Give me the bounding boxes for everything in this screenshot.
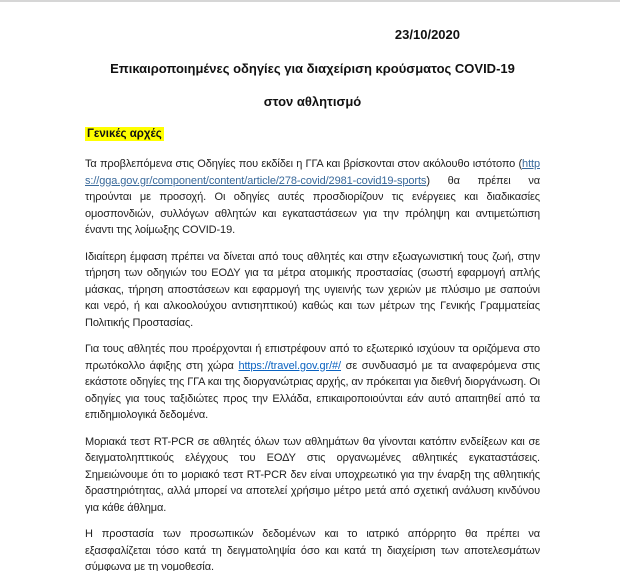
document-title-line1: Επικαιροποιημένες οδηγίες για διαχείριση κρούσματος COVID-19 (110, 61, 515, 76)
paragraph-rt-pcr-tests: Μοριακά τεστ RT-PCR σε αθλητές όλων των αθλημάτων θα γίνονται κατόπιν ενδείξεων και σε δειγματοληπτικούς ελέγχους του ΕΟΔΥ στις οργανωμένες αθλητικές εγκαταστάσεις. Σημειώνουμε ότι το μοριακό τεστ RT-PCR δεν είναι υποχρεωτικό για την έναρξη της αθλητικής δραστηριότητας, αλλά μπορεί να αποτελεί χρήσιμο μέτρο μετά από σχετική ανάλυση κινδύνου για κάθε άθλημα. (85, 435, 540, 514)
paragraph-personal-protection: Ιδιαίτερη έμφαση πρέπει να δίνεται από τους αθλητές και στην εξωαγωνιστική τους ζωή, στην τήρηση των οδηγιών του ΕΟΔΥ για τα μέτρα ατομικής προστασίας (σωστή εφαρμογή απλής μάσκας, τήρηση αποστάσεων και εφαρμογή της υγιεινής των χεριών με πλύσιμο με σαπούνι και νερό, ή και αλκοολούχου αντισηπτικού) καθώς και των μέτρων της Γενικής Γραμματείας Πολιτικής Προστασίας. (85, 250, 540, 329)
paragraph-text: ) θα πρέπει να τηρούνται με προσοχή. Οι οδηγίες αυτές προσδιορίζουν τις ενέργειες και διαδικασίες ομοσπονδιών, συλλόγων αθλητών και εγκαταστάσεων για την πρόληψη και αντιμετώπιση έναντι της λοίμωξης COVID-19. (85, 174, 540, 236)
document-date: 23/10/2020 (394, 27, 460, 42)
section-heading (85, 126, 540, 143)
paragraph-text: σε συνδυασμό με τα αναφερόμενα στις εκάστοτε οδηγίες της ΓΓΑ και της διοργανώτριας αρχής, αν πρόκειται για διεθνή διοργάνωση. Οι οδηγίες για τους ταξιδιώτες προς την Ελλάδα, επικαιροποιούνται εάν αυτό απαιτηθεί από τα επιδημιολογικά δεδομένα. (85, 359, 540, 421)
paragraph-text: Τα προβλεπόμενα στις Οδηγίες που εκδίδει η ΓΓΑ και βρίσκονται στον ακόλουθο ιστότοπο ( (85, 158, 523, 170)
paragraph-gga-guidelines (85, 156, 540, 239)
travel-gov-link[interactable]: https://travel.gov.gr/#/ (238, 359, 342, 372)
document-title-line2: στον αθλητισμό (263, 94, 362, 109)
gga-guidelines-link[interactable]: https://gga.gov.gr/component/content/article/278-covid/2981-covid19-sports (85, 158, 540, 187)
section-heading-highlighted-text: Γενικές αρχές (87, 128, 162, 140)
paragraph-travel-protocol (85, 341, 540, 424)
paragraph-data-protection: Η προστασία των προσωπικών δεδομένων και το ιατρικό απόρρητο θα πρέπει να εξασφαλίζεται τόσο κατά τη δειγματοληψία όσο και κατά τη διαχείριση των αποτελεσμάτων σύμφωνα με τη νομοθεσία. (85, 528, 540, 571)
paragraph-text: Για τους αθλητές που προέρχονται ή επιστρέφουν από το εξωτερικό ισχύουν τα οριζόμενα στο πρωτόκολλο άφιξης στη χώρα (85, 343, 540, 372)
